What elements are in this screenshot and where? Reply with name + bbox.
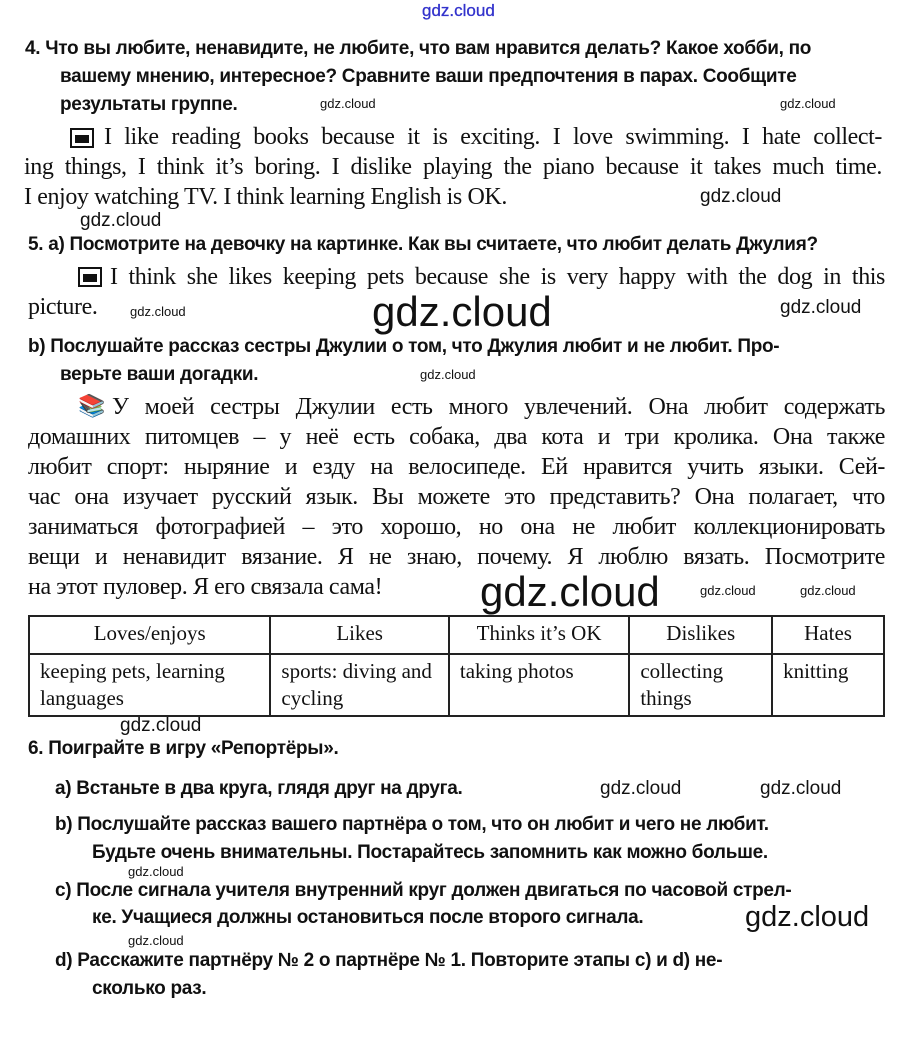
watermark: gdz.cloud xyxy=(600,778,682,799)
task4-heading-line: результаты группе. xyxy=(60,94,238,115)
watermark: gdz.cloud xyxy=(372,288,552,335)
watermark: gdz.cloud xyxy=(480,568,660,615)
task5b-text-line: на этот пуловер. Я его связала сама! xyxy=(28,574,383,600)
task4-heading-line: 4. Что вы любите, ненавидите, не любите, что вам нравится делать? Какое хобби, по xyxy=(25,38,812,59)
task5a-answer-line: I think she likes keeping pets because she is very happy with the dog in this xyxy=(110,264,885,290)
watermark: gdz.cloud xyxy=(422,1,495,20)
table-header: Likes xyxy=(270,616,448,654)
task6-item-line: сколько раз. xyxy=(92,978,207,999)
watermark: gdz.cloud xyxy=(700,583,756,598)
watermark: gdz.cloud xyxy=(420,367,476,382)
table-cell: keeping pets, learning languages xyxy=(29,654,270,716)
task6-item-line: b) Послушайте рассказ вашего партнёра о том, что он любит и чего не любит. xyxy=(55,814,769,835)
watermark: gdz.cloud xyxy=(128,933,184,948)
task5b-text-line: вещи и ненавидит вязание. Я не знаю, почему. Я люблю вязать. Посмотрите xyxy=(28,544,885,570)
task6-item-line: c) После сигнала учителя внутренний круг должен двигаться по часовой стрел- xyxy=(55,880,792,901)
task5a-answer-line: picture. xyxy=(28,294,98,320)
watermark: gdz.cloud xyxy=(800,583,856,598)
task5b-text-line: заниматься фотографией – это хорошо, но она не любит коллекционировать xyxy=(28,514,885,540)
watermark: gdz.cloud xyxy=(120,715,202,736)
watermark: gdz.cloud xyxy=(760,778,842,799)
table-header: Dislikes xyxy=(629,616,772,654)
table-cell: sports: diving and cycling xyxy=(270,654,448,716)
listening-icon: 📚 xyxy=(78,394,106,419)
task5b-heading-line: верьте ваши догадки. xyxy=(60,364,259,385)
task4-answer-line: ing things, I think it’s boring. I dislike playing the piano because it takes much time. xyxy=(24,154,882,180)
watermark: gdz.cloud xyxy=(80,210,162,231)
watermark: gdz.cloud xyxy=(745,901,870,933)
watermark: gdz.cloud xyxy=(320,96,376,111)
watermark: gdz.cloud xyxy=(780,96,836,111)
task4-heading-line: вашему мнению, интересное? Сравните ваши предпочтения в парах. Сообщите xyxy=(60,66,797,87)
task5b-text-line: домашних питомцев – у неё есть собака, два кота и три кролика. Она также xyxy=(28,424,885,450)
table-header: Thinks it’s OK xyxy=(449,616,629,654)
writing-icon xyxy=(70,128,94,148)
table-cell: knitting xyxy=(772,654,884,716)
task4-answer-line: I like reading books because it is exciting. I love swimming. I hate collect- xyxy=(104,124,882,150)
task5a-heading: 5. a) Посмотрите на девочку на картинке. Как вы считаете, что любит делать Джулия? xyxy=(28,234,818,255)
preferences-table xyxy=(28,615,885,717)
task6-item-line: d) Расскажите партнёру № 2 о партнёре № 1. Повторите этапы c) и d) не- xyxy=(55,950,723,971)
watermark: gdz.cloud xyxy=(128,864,184,879)
table-cell: collecting things xyxy=(629,654,772,716)
task4-answer-line: I enjoy watching TV. I think learning English is OK. xyxy=(24,184,507,210)
task6-item-line: a) Встаньте в два круга, глядя друг на друга. xyxy=(55,778,463,799)
table-header: Loves/enjoys xyxy=(29,616,270,654)
task6-heading: 6. Поиграйте в игру «Репортёры». xyxy=(28,738,339,759)
writing-icon xyxy=(78,267,102,287)
watermark: gdz.cloud xyxy=(780,297,862,318)
task5b-text-line: час она изучает русский язык. Вы можете это представить? Она полагает, что xyxy=(28,484,885,510)
task5b-text-line: У моей сестры Джулии есть много увлечений. Она любит содержать xyxy=(112,394,885,420)
table-header: Hates xyxy=(772,616,884,654)
table-header-row xyxy=(29,616,884,654)
table-row xyxy=(29,654,884,716)
watermark: gdz.cloud xyxy=(130,304,186,319)
table-cell: taking photos xyxy=(449,654,629,716)
task6-item-line: ке. Учащиеся должны остановиться после второго сигнала. xyxy=(92,907,644,928)
task5b-text-line: любит спорт: ныряние и езду на велосипеде. Ей нравится учить языки. Сей- xyxy=(28,454,885,480)
watermark: gdz.cloud xyxy=(700,186,782,207)
task5b-heading-line: b) Послушайте рассказ сестры Джулии о том, что Джулия любит и не любит. Про- xyxy=(28,336,780,357)
task6-item-line: Будьте очень внимательны. Постарайтесь запомнить как можно больше. xyxy=(92,842,768,863)
